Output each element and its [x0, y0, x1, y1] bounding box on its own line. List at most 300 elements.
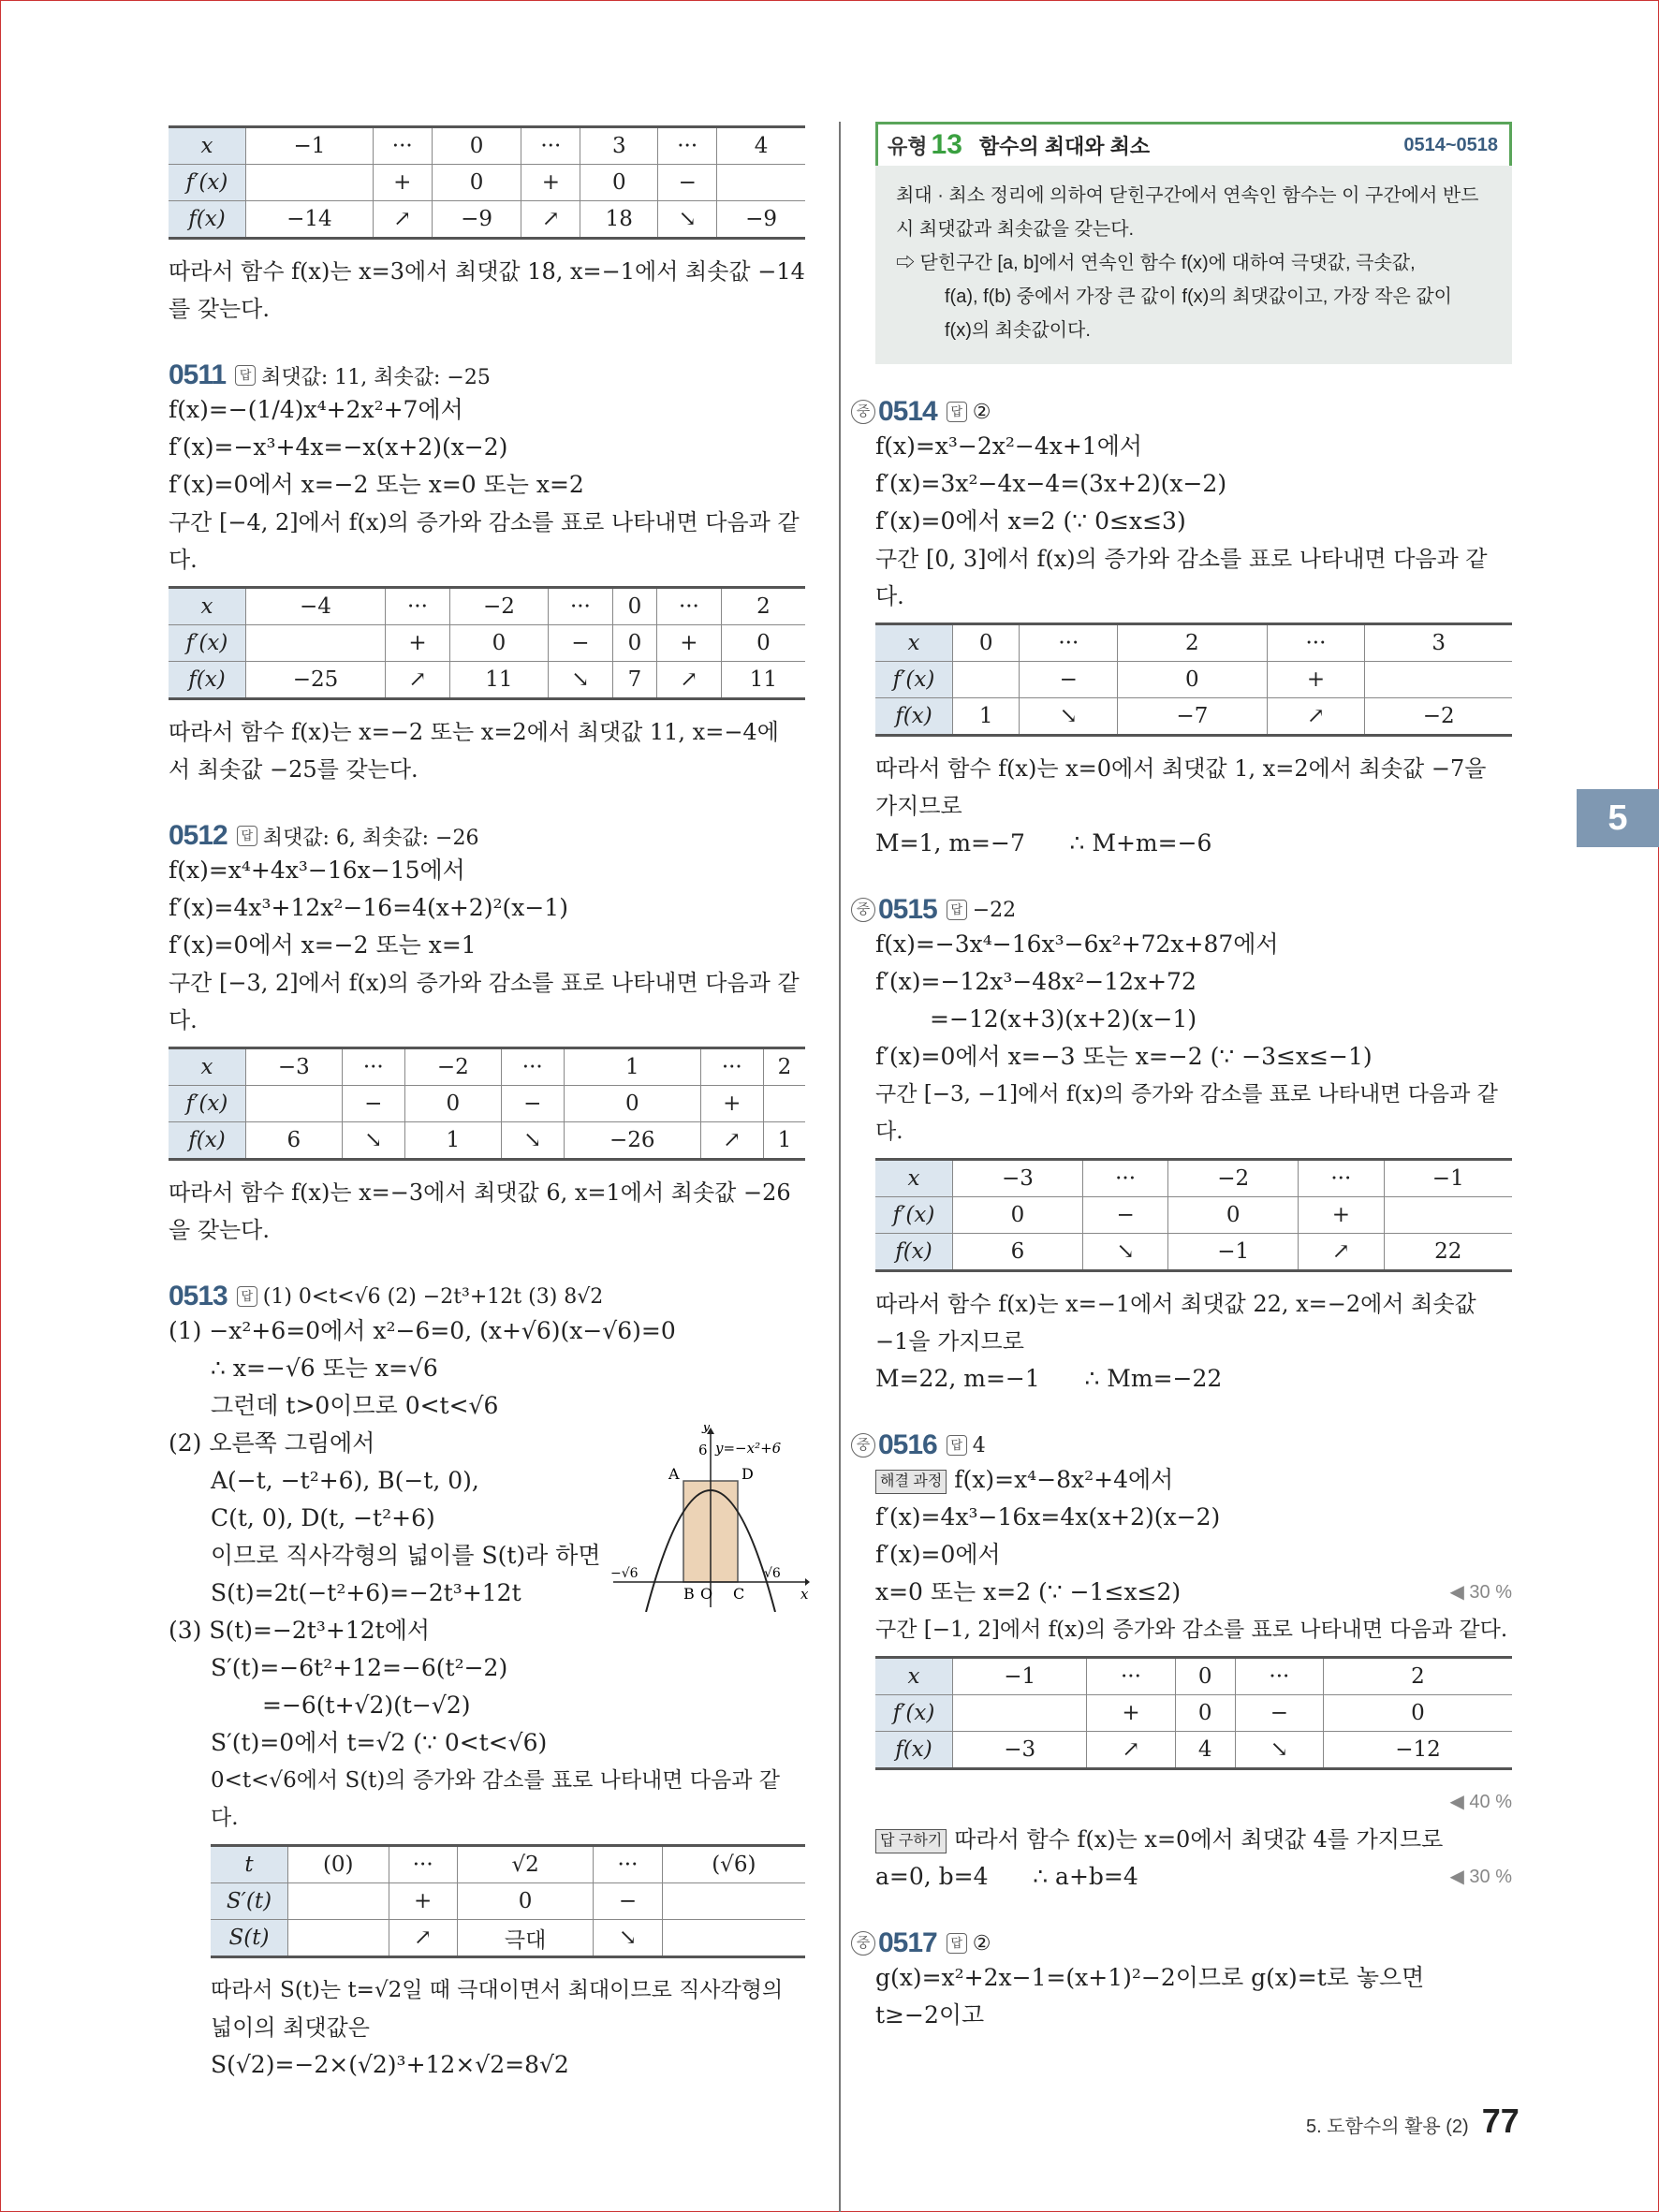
y-axis-label: y: [702, 1425, 711, 1434]
solution-line: (1) −x²+6=0에서 x²−6=0, (x+√6)(x−√6)=0: [169, 1317, 676, 1344]
table-row: [211, 1846, 805, 1883]
table-cell: f(x): [169, 1122, 246, 1160]
table-row: [875, 1234, 1512, 1271]
table-cell: f(x): [169, 662, 246, 699]
difficulty-badge: 중: [851, 1931, 875, 1956]
table-row: [875, 698, 1512, 736]
table-cell: +: [1087, 1695, 1175, 1732]
table-cell: −3: [953, 1732, 1087, 1769]
table-cell: −1: [246, 127, 374, 165]
conclusion-line: 따라서 함수 f(x)는 x=−2 또는 x=2에서 최댓값 11, x=−4에: [169, 719, 779, 745]
page-number: 77: [1481, 2102, 1520, 2140]
solution-line: f′(x)=−12x³−48x²−12x+72: [875, 968, 1197, 995]
table-row: [169, 127, 805, 165]
variation-table-0514: [875, 623, 1512, 737]
table-cell: 1: [953, 698, 1020, 736]
type-line: 시 최댓값과 최솟값을 갖는다.: [896, 219, 1135, 240]
point-b-label: B: [683, 1585, 695, 1603]
table-cell: ↘: [594, 1920, 662, 1957]
table-cell: ↗: [373, 201, 432, 239]
table-cell: −1: [953, 1658, 1087, 1695]
table-row: [169, 1086, 805, 1122]
conclusion-line: 따라서 함수 f(x)는 x=3에서 최댓값 18, x=−1에서 최솟값 −14: [169, 258, 805, 285]
table-cell: 0: [1168, 1197, 1299, 1234]
conclusion-line: S(√2)=−2×(√2)³+12×√2=8√2: [211, 2051, 569, 2078]
table-cell: f(x): [169, 201, 246, 239]
table-cell: −: [1082, 1197, 1167, 1234]
table-cell: 0: [564, 1086, 700, 1122]
problem-number: 0513: [169, 1281, 228, 1311]
table-cell: 22: [1384, 1234, 1512, 1271]
answer-tag-icon: 답: [237, 826, 257, 846]
conclusion-line: 넓이의 최댓값은: [211, 2014, 370, 2041]
solution-line: f(x)=−3x⁴−16x³−6x²+72x+87에서: [875, 930, 1279, 958]
problem-number: 0517: [878, 1927, 937, 1958]
table-cell: −2: [404, 1048, 501, 1086]
solution-line: f′(x)=0에서 x=−2 또는 x=1: [169, 931, 477, 959]
table-cell: ↗: [656, 662, 721, 699]
table-cell: 0: [953, 624, 1020, 662]
table-cell: ···: [501, 1048, 564, 1086]
table-cell: 0: [404, 1086, 501, 1122]
table-cell: f′(x): [169, 625, 246, 662]
table-cell: −25: [246, 662, 386, 699]
table-cell: −9: [432, 201, 521, 239]
table-cell: x: [169, 1048, 246, 1086]
conclusion-line: 따라서 S(t)는 t=√2일 때 극대이면서 최대이므로 직사각형의: [211, 1978, 784, 2002]
table-cell: −3: [246, 1048, 343, 1086]
type-line: f(x)의 최솟값이다.: [945, 320, 1091, 341]
conclusion-line: 을 갖는다.: [169, 1217, 270, 1243]
table-cell: ···: [548, 588, 612, 625]
table-cell: 극대: [457, 1920, 593, 1957]
parabola-graph: [609, 1425, 810, 1616]
solution-line: =−6(t+√2)(t−√2): [262, 1692, 471, 1719]
solution-line: f′(x)=0에서 x=2 (∵ 0≤x≤3): [875, 507, 1186, 535]
table-cell: ···: [1087, 1658, 1175, 1695]
table-cell: ↗: [1087, 1732, 1175, 1769]
table-cell: ···: [373, 127, 432, 165]
table-cell: [717, 165, 805, 201]
table-cell: −1: [1168, 1234, 1299, 1271]
table-cell: −14: [246, 201, 374, 239]
table-cell: 2: [1118, 624, 1267, 662]
table-cell: [1384, 1197, 1512, 1234]
solution-line: f′(x)=0에서 x=−3 또는 x=−2 (∵ −3≤x≤−1): [875, 1043, 1373, 1070]
chapter-tab: 5: [1577, 789, 1659, 847]
table-cell: +: [700, 1086, 763, 1122]
table-cell: −2: [1365, 698, 1512, 736]
table-cell: −: [342, 1086, 404, 1122]
table-row: [169, 201, 805, 239]
table-cell: x: [169, 588, 246, 625]
solution-text: x=0 또는 x=2 (∵ −1≤x≤2): [875, 1578, 1182, 1605]
table-cell: [246, 165, 374, 201]
table-cell: [288, 1920, 389, 1957]
conclusion-text: 따라서 함수 f(x)는 x=0에서 최댓값 4를 가지므로: [954, 1826, 1444, 1853]
footer-chapter: 5. 도함수의 활용 (2): [1306, 2117, 1469, 2137]
table-cell: −2: [449, 588, 548, 625]
problem-answer: −22: [972, 898, 1017, 922]
solution-line: ∴ x=−√6 또는 x=√6: [211, 1355, 438, 1382]
answer-step-tag: 답 구하기: [875, 1829, 947, 1853]
solution-line: f′(x)=0에서: [875, 1541, 1001, 1568]
table-cell: 18: [580, 201, 658, 239]
table-cell: [953, 1695, 1087, 1732]
point-d-label: D: [741, 1465, 754, 1483]
curve-label: y=−x²+6: [715, 1440, 782, 1457]
table-cell: ↗: [700, 1122, 763, 1160]
table-cell: f′(x): [169, 1086, 246, 1122]
table-cell: −26: [564, 1122, 700, 1160]
problem-answer: ②: [972, 400, 991, 424]
table-cell: 0: [1118, 662, 1267, 698]
table-cell: 2: [721, 588, 805, 625]
variation-table-0511: [169, 586, 805, 700]
conclusion-line: −1을 가지므로: [875, 1328, 1024, 1355]
table-row: [169, 588, 805, 625]
table-cell: √2: [457, 1846, 593, 1883]
table-cell: f(x): [875, 1732, 953, 1769]
table-row: [875, 1695, 1512, 1732]
answer-tag-icon: 답: [947, 1933, 967, 1954]
column-divider: [839, 122, 841, 2212]
table-cell: ···: [1082, 1160, 1167, 1197]
solution-line: f′(x)=0에서 x=−2 또는 x=0 또는 x=2: [169, 471, 584, 498]
table-row: [211, 1920, 805, 1957]
solution-line: S′(t)=−6t²+12=−6(t²−2): [211, 1654, 508, 1681]
conclusion-line: 따라서 함수 f(x)는 x=0에서 최댓값 1, x=2에서 최솟값 −7을: [875, 755, 1487, 782]
solution-line: (2) 오른쪽 그림에서: [169, 1429, 375, 1457]
problem-header-0513: [169, 1281, 805, 1312]
table-cell: +: [521, 165, 580, 201]
table-cell: 0: [953, 1197, 1083, 1234]
table-cell: +: [1267, 662, 1365, 698]
difficulty-badge: 중: [851, 400, 875, 424]
table-cell: −: [1020, 662, 1118, 698]
solution-line: 이므로 직사각형의 넓이를 S(t)라 하면: [211, 1542, 601, 1569]
table-cell: 4: [717, 127, 805, 165]
table-cell: ···: [1020, 624, 1118, 662]
solution-line: 구간 [0, 3]에서 f(x)의 증가와 감소를 표로 나타내면 다음과 같다.: [875, 546, 1488, 609]
problem-header-0515: [851, 894, 1512, 926]
table-row: [875, 662, 1512, 698]
table-cell: 0: [1175, 1695, 1235, 1732]
table-cell: S′(t): [211, 1883, 288, 1920]
x-axis-arrow: [805, 1578, 810, 1586]
table-cell: f′(x): [169, 165, 246, 201]
solution-line: A(−t, −t²+6), B(−t, 0),: [211, 1467, 479, 1494]
y-intercept-label: 6: [698, 1442, 708, 1458]
type-line: ⇨ 닫힌구간 [a, b]에서 연속인 함수 f(x)에 대하여 극댓값, 극솟값,: [896, 253, 1416, 273]
table-cell: [246, 1086, 343, 1122]
table-cell: 0: [612, 588, 656, 625]
problem-header-0512: [169, 820, 805, 852]
table-row: [169, 1122, 805, 1160]
solution-line: f′(x)=4x³−16x=4x(x+2)(x−2): [875, 1503, 1221, 1531]
table-cell: ↗: [521, 201, 580, 239]
conclusion-line: M=22, m=−1 ∴ Mm=−22: [875, 1365, 1223, 1392]
type-header: [875, 122, 1512, 166]
conclusion-line: M=1, m=−7 ∴ M+m=−6: [875, 829, 1212, 857]
table-cell: f′(x): [875, 1695, 953, 1732]
table-cell: +: [1299, 1197, 1384, 1234]
table-cell: −1: [1384, 1160, 1512, 1197]
table-row: [169, 1048, 805, 1086]
solution-line: t≥−2이고: [875, 2001, 985, 2029]
table-cell: 1: [763, 1122, 805, 1160]
table-cell: x: [875, 1658, 953, 1695]
solution-line: f(x)=x⁴+4x³−16x−15에서: [169, 857, 465, 884]
variation-table-0512: [169, 1047, 805, 1161]
type-body: [875, 166, 1512, 364]
solution-line: 구간 [−1, 2]에서 f(x)의 증가와 감소를 표로 나타내면 다음과 같다.: [875, 1618, 1508, 1642]
x-axis-label: x: [800, 1586, 809, 1603]
table-cell: +: [385, 625, 449, 662]
solution-line: (3) S(t)=−2t³+12t에서: [169, 1617, 431, 1644]
table-cell: ···: [342, 1048, 404, 1086]
point-c-label: C: [733, 1585, 745, 1603]
solution-line: f′(x)=4x³+12x²−16=4(x+2)²(x−1): [169, 894, 568, 921]
table-row: [875, 1658, 1512, 1695]
table-row: [875, 1732, 1512, 1769]
problem-header-0511: [169, 359, 805, 391]
left-column: [169, 122, 809, 2084]
table-cell: 11: [721, 662, 805, 699]
table-cell: −4: [246, 588, 386, 625]
problem-answer: 최댓값: 6, 최솟값: −26: [262, 826, 479, 850]
table-cell: x: [875, 624, 953, 662]
solution-line: 구간 [−4, 2]에서 f(x)의 증가와 감소를 표로 나타내면 다음과 같다.: [169, 509, 800, 573]
pos-root-label: √6: [764, 1566, 781, 1581]
problem-answer: (1) 0<t<√6 (2) −2t³+12t (3) 8√2: [262, 1284, 604, 1309]
table-cell: ···: [656, 588, 721, 625]
table-cell: ↘: [1020, 698, 1118, 736]
answer-tag-icon: 답: [947, 402, 967, 422]
problem-number: 0516: [878, 1429, 937, 1460]
table-cell: 7: [612, 662, 656, 699]
answer-tag-icon: 답: [235, 365, 256, 386]
conclusion-text: a=0, b=4 ∴ a+b=4: [875, 1863, 1138, 1890]
table-cell: ↘: [342, 1122, 404, 1160]
table-row: [169, 625, 805, 662]
table-cell: 0: [432, 127, 521, 165]
table-cell: −: [501, 1086, 564, 1122]
table-cell: (0): [288, 1846, 389, 1883]
table-row: [169, 165, 805, 201]
table-cell: −9: [717, 201, 805, 239]
table-cell: 0: [432, 165, 521, 201]
table-cell: ↗: [1267, 698, 1365, 736]
score-percent: ◀ 30 %: [1449, 1867, 1512, 1887]
problem-answer: 최댓값: 11, 최솟값: −25: [261, 365, 491, 389]
table-cell: 6: [953, 1234, 1083, 1271]
parabola-figure: [609, 1425, 810, 1612]
solution-line: f(x)=x³−2x²−4x+1에서: [875, 432, 1143, 460]
solution-line: S(t)=2t(−t²+6)=−2t³+12t: [211, 1579, 521, 1606]
solution-line: C(t, 0), D(t, −t²+6): [211, 1504, 435, 1531]
score-percent: ◀ 30 %: [1449, 1582, 1512, 1603]
conclusion-line: 따라서 함수 f(x)는 x=−1에서 최댓값 22, x=−2에서 최솟값: [875, 1291, 1476, 1317]
table-cell: t: [211, 1846, 288, 1883]
table-cell: x: [169, 127, 246, 165]
type-number: 13: [931, 129, 962, 160]
table-cell: −: [548, 625, 612, 662]
table-cell: +: [656, 625, 721, 662]
table-cell: ↘: [548, 662, 612, 699]
table-wrap: [169, 1844, 805, 1958]
solution-line: f′(x)=3x²−4x−4=(3x+2)(x−2): [875, 470, 1227, 497]
table-cell: 0: [1324, 1695, 1513, 1732]
table-cell: ↘: [1082, 1234, 1167, 1271]
table-cell: −2: [1168, 1160, 1299, 1197]
answer-tag-icon: 답: [237, 1286, 257, 1307]
table-cell: 0: [449, 625, 548, 662]
origin-label: O: [700, 1585, 713, 1603]
table-cell: 2: [1324, 1658, 1513, 1695]
table-cell: 1: [564, 1048, 700, 1086]
problem-header-0516: [851, 1429, 1512, 1461]
solution-line: =−12(x+3)(x+2)(x−1): [930, 1005, 1197, 1033]
table-cell: −: [594, 1883, 662, 1920]
table-cell: ↗: [389, 1920, 457, 1957]
table-cell: 11: [449, 662, 548, 699]
table-cell: −: [658, 165, 717, 201]
type-line: 최대 · 최소 정리에 의하여 닫힌구간에서 연속인 함수는 이 구간에서 반드: [896, 185, 1479, 206]
table-cell: ···: [594, 1846, 662, 1883]
table-cell: [662, 1883, 805, 1920]
type-title: 함수의 최대와 최소: [978, 134, 1151, 158]
solution-line: 그런데 t>0이므로 0<t<√6: [211, 1392, 499, 1419]
table-cell: ↗: [385, 662, 449, 699]
table-cell: ···: [389, 1846, 457, 1883]
solution-line: S′(t)=0에서 t=√2 (∵ 0<t<√6): [211, 1729, 548, 1756]
difficulty-badge: 중: [851, 898, 875, 922]
type-range: 0514~0518: [1403, 134, 1498, 155]
solution-line: 구간 [−3, 2]에서 f(x)의 증가와 감소를 표로 나타내면 다음과 같다.: [169, 970, 800, 1033]
variation-table-0516: [875, 1656, 1512, 1770]
table-cell: f(x): [875, 1234, 953, 1271]
solution-line: 구간 [−3, −1]에서 f(x)의 증가와 감소를 표로 나타내면 다음과 같다.: [875, 1082, 1498, 1144]
solution-line: [875, 1574, 1512, 1611]
conclusion-line: 가지므로: [875, 793, 962, 819]
table-cell: [953, 662, 1020, 698]
table-cell: ···: [521, 127, 580, 165]
table-cell: −7: [1118, 698, 1267, 736]
table-cell: ↘: [658, 201, 717, 239]
table-cell: 1: [404, 1122, 501, 1160]
conclusion-line: [875, 1821, 1512, 1858]
right-column: [856, 122, 1512, 2034]
table-cell: +: [389, 1883, 457, 1920]
table-cell: 4: [1175, 1732, 1235, 1769]
table-cell: −3: [953, 1160, 1083, 1197]
table-cell: −12: [1324, 1732, 1513, 1769]
table-cell: S(t): [211, 1920, 288, 1957]
problem-number: 0515: [878, 894, 937, 925]
table-cell: +: [373, 165, 432, 201]
table-cell: ↘: [1235, 1732, 1323, 1769]
problem-answer: ②: [972, 1931, 991, 1956]
problem-number: 0514: [878, 396, 937, 427]
problem-header-0514: [851, 396, 1512, 428]
table-cell: [662, 1920, 805, 1957]
table-row: [875, 624, 1512, 662]
table-cell: ···: [700, 1048, 763, 1086]
table-cell: [288, 1883, 389, 1920]
table-cell: 3: [580, 127, 658, 165]
solving-process-tag: 해결 과정: [875, 1470, 947, 1494]
table-cell: ↘: [501, 1122, 564, 1160]
variation-table-0515: [875, 1158, 1512, 1272]
table-cell: f′(x): [875, 662, 953, 698]
table-cell: 0: [457, 1883, 593, 1920]
solution-line: f′(x)=−x³+4x=−x(x+2)(x−2): [169, 433, 508, 461]
conclusion-line: 서 최솟값 −25를 갖는다.: [169, 756, 418, 783]
table-cell: ↗: [1299, 1234, 1384, 1271]
table-cell: 0: [580, 165, 658, 201]
table-cell: 0: [721, 625, 805, 662]
table-cell: ···: [385, 588, 449, 625]
table-cell: ···: [1267, 624, 1365, 662]
type-label: 유형: [888, 134, 928, 158]
solution-line: 0<t<√6에서 S(t)의 증가와 감소를 표로 나타내면 다음과 같다.: [211, 1768, 780, 1830]
table-cell: x: [875, 1160, 953, 1197]
conclusion-line: 를 갖는다.: [169, 296, 270, 322]
table-cell: 0: [1175, 1658, 1235, 1695]
solution-line: g(x)=x²+2x−1=(x+1)²−2이므로 g(x)=t로 놓으면: [875, 1964, 1425, 1991]
problem-header-0517: [851, 1927, 1512, 1959]
answer-tag-icon: 답: [947, 900, 967, 920]
neg-root-label: −√6: [610, 1566, 639, 1581]
part2-block: [169, 1425, 809, 1612]
table-cell: ···: [658, 127, 717, 165]
conclusion-line: 따라서 함수 f(x)는 x=−3에서 최댓값 6, x=1에서 최솟값 −26: [169, 1179, 791, 1206]
variation-table-0510: [169, 125, 805, 240]
answer-tag-icon: 답: [947, 1435, 967, 1456]
table-cell: 6: [246, 1122, 343, 1160]
table-cell: f′(x): [875, 1197, 953, 1234]
page-footer: [1306, 2102, 1520, 2141]
conclusion-line: [875, 1858, 1512, 1896]
table-row: [875, 1197, 1512, 1234]
solution-line: f(x)=−(1/4)x⁴+2x²+7에서: [169, 396, 463, 423]
table-row: [875, 1160, 1512, 1197]
problem-number: 0512: [169, 820, 228, 851]
score-percent: ◀ 40 %: [1449, 1792, 1512, 1812]
variation-table-0513: [211, 1844, 805, 1958]
solution-line: [875, 1461, 1512, 1499]
table-cell: 3: [1365, 624, 1512, 662]
table-row: [211, 1883, 805, 1920]
difficulty-badge: 중: [851, 1433, 875, 1458]
table-row: [169, 662, 805, 699]
point-a-label: A: [668, 1465, 680, 1483]
table-cell: ···: [1235, 1658, 1323, 1695]
problem-answer: 4: [972, 1433, 986, 1458]
table-cell: [1365, 662, 1512, 698]
table-cell: ···: [1299, 1160, 1384, 1197]
table-cell: 2: [763, 1048, 805, 1086]
table-cell: (√6): [662, 1846, 805, 1883]
table-cell: f(x): [875, 698, 953, 736]
table-cell: 0: [612, 625, 656, 662]
problem-number: 0511: [169, 359, 227, 390]
table-cell: [763, 1086, 805, 1122]
type-line: f(a), f(b) 중에서 가장 큰 값이 f(x)의 최댓값이고, 가장 작은 값이: [945, 286, 1452, 307]
table-cell: −: [1235, 1695, 1323, 1732]
solution-text: f(x)=x⁴−8x²+4에서: [954, 1466, 1174, 1493]
